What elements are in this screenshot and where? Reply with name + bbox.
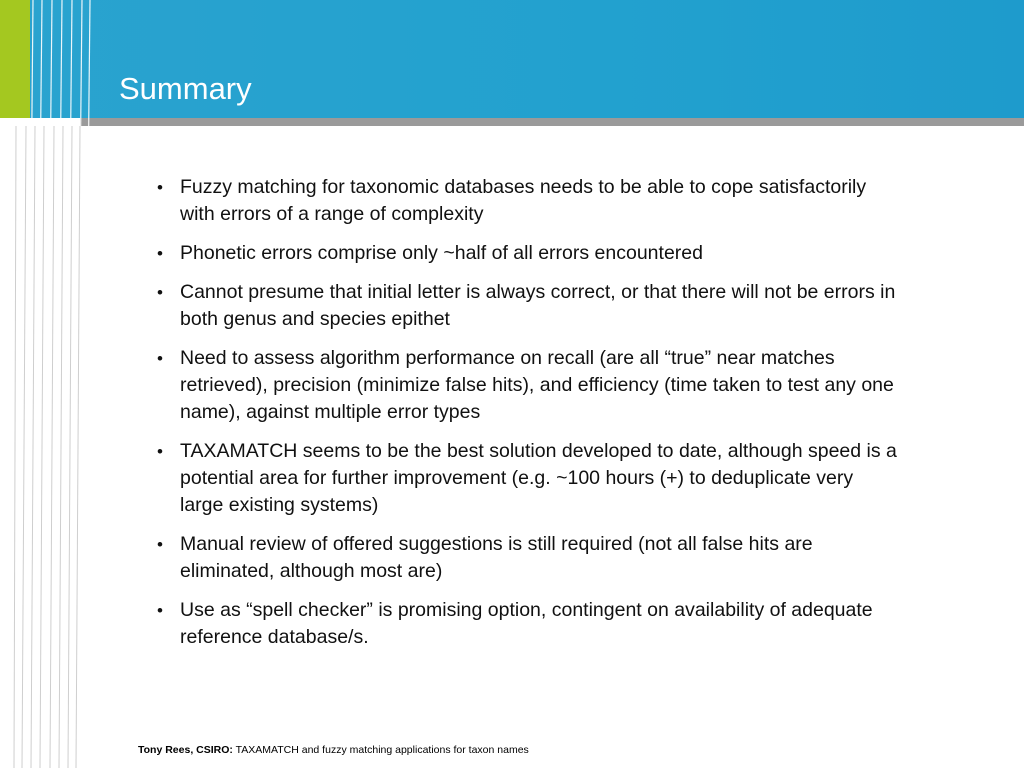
bullet-text: Fuzzy matching for taxonomic databases needs to be able to cope satisfactorily with errors of a range of complexity <box>180 176 867 225</box>
bullet-text: Cannot presume that initial letter is always correct, or that there will not be errors in both genus and species epithet <box>180 281 896 330</box>
bullet-list <box>157 174 897 663</box>
bullet-marker: • <box>157 244 163 263</box>
accent-green-bar <box>0 0 30 118</box>
bullet-marker: • <box>157 442 163 461</box>
bullet-item <box>157 438 897 519</box>
bullet-marker: • <box>157 601 163 620</box>
bullet-item <box>157 240 897 267</box>
bullet-item <box>157 345 897 426</box>
bullet-marker: • <box>157 349 163 368</box>
footer-author: Tony Rees, CSIRO: <box>138 744 233 756</box>
footer <box>138 743 529 757</box>
footer-text: TAXAMATCH and fuzzy matching applications for taxon names <box>232 744 529 756</box>
bullet-text: TAXAMATCH seems to be the best solution developed to date, although speed is a potential area for further improvement (e.g. ~100 hours (+) to deduplicate very large existing systems) <box>180 440 897 516</box>
header-divider <box>80 118 1024 126</box>
bullet-item <box>157 531 897 585</box>
slide-title: Summary <box>119 71 252 106</box>
bullet-marker: • <box>157 283 163 302</box>
bullet-item <box>157 597 897 651</box>
bullet-item <box>157 174 897 228</box>
bullet-text: Use as “spell checker” is promising option, contingent on availability of adequate reference database/s. <box>180 599 873 648</box>
bullet-text: Phonetic errors comprise only ~half of all errors encountered <box>180 242 703 264</box>
bullet-marker: • <box>157 178 163 197</box>
bullet-text: Need to assess algorithm performance on recall (are all “true” near matches retrieved), precision (minimize false hits), and efficiency (time taken to test any one name), against multiple error types <box>180 347 894 423</box>
bullet-item <box>157 279 897 333</box>
bullet-marker: • <box>157 535 163 554</box>
bullet-text: Manual review of offered suggestions is still required (not all false hits are eliminated, although most are) <box>180 533 813 582</box>
